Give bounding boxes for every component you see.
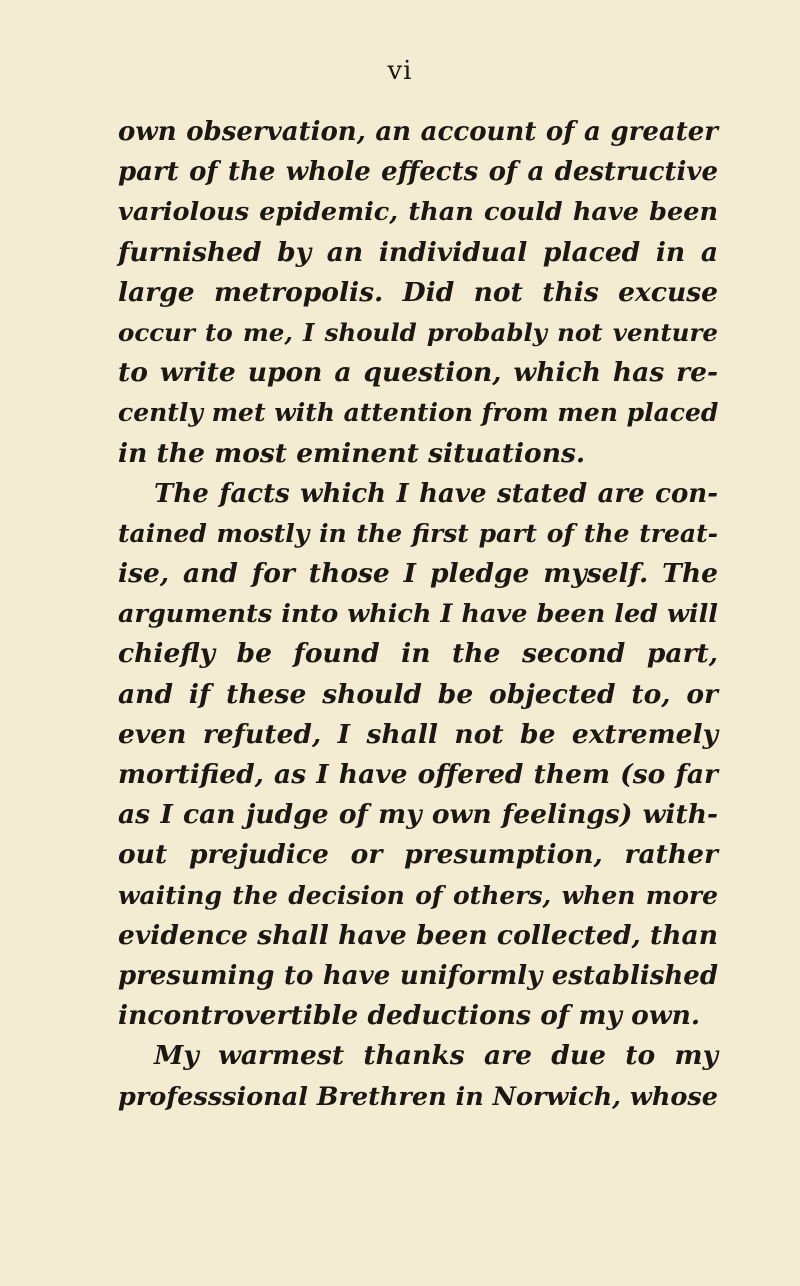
text-line: chiefly be found in the second part, [118,638,718,670]
text-line: to write upon a question, which has re- [118,357,718,389]
text-line: tained mostly in the first part of the treat- [118,518,718,548]
text-line: My warmest thanks are due to my [154,1040,718,1072]
text-line: as I can judge of my own feelings) with- [118,799,718,831]
text-line: and if these should be objected to, or [118,678,718,710]
page-number: vi [387,56,413,86]
text-line: occur to me, I should probably not venture [118,317,718,347]
text-line: ise, and for those I pledge myself. The [118,558,718,590]
text-line: own observation, an account of a greater [118,117,718,147]
text-line: out prejudice or presumption, rather [118,839,718,871]
text-line: The facts which I have stated are con- [154,478,718,509]
text-line: furnished by an individual placed in a [118,236,718,268]
text-line: evidence shall have been collected, than [118,919,718,951]
text-line: in the most eminent situations. [118,437,586,469]
body-text [118,112,718,1117]
text-line: waiting the decision of others, when more [118,880,718,910]
text-line: incontrovertible deductions of my own. [118,1000,701,1032]
text-line: even refuted, I shall not be extremely [118,718,718,750]
text-line: mortified, as I have offered them (so far [118,759,718,790]
text-line: variolous epidemic, than could have been [118,197,718,228]
text-line: presuming to have uniformly established [118,960,718,991]
text-line: professsional Brethren in Norwich, whose [118,1081,718,1112]
text-line: cently met with attention from men placed [118,398,719,428]
text-line: part of the whole effects of a destructive [118,157,718,188]
text-line: large metropolis. Did not this excuse [118,276,718,308]
text-line: arguments into which I have been led will [118,599,718,630]
